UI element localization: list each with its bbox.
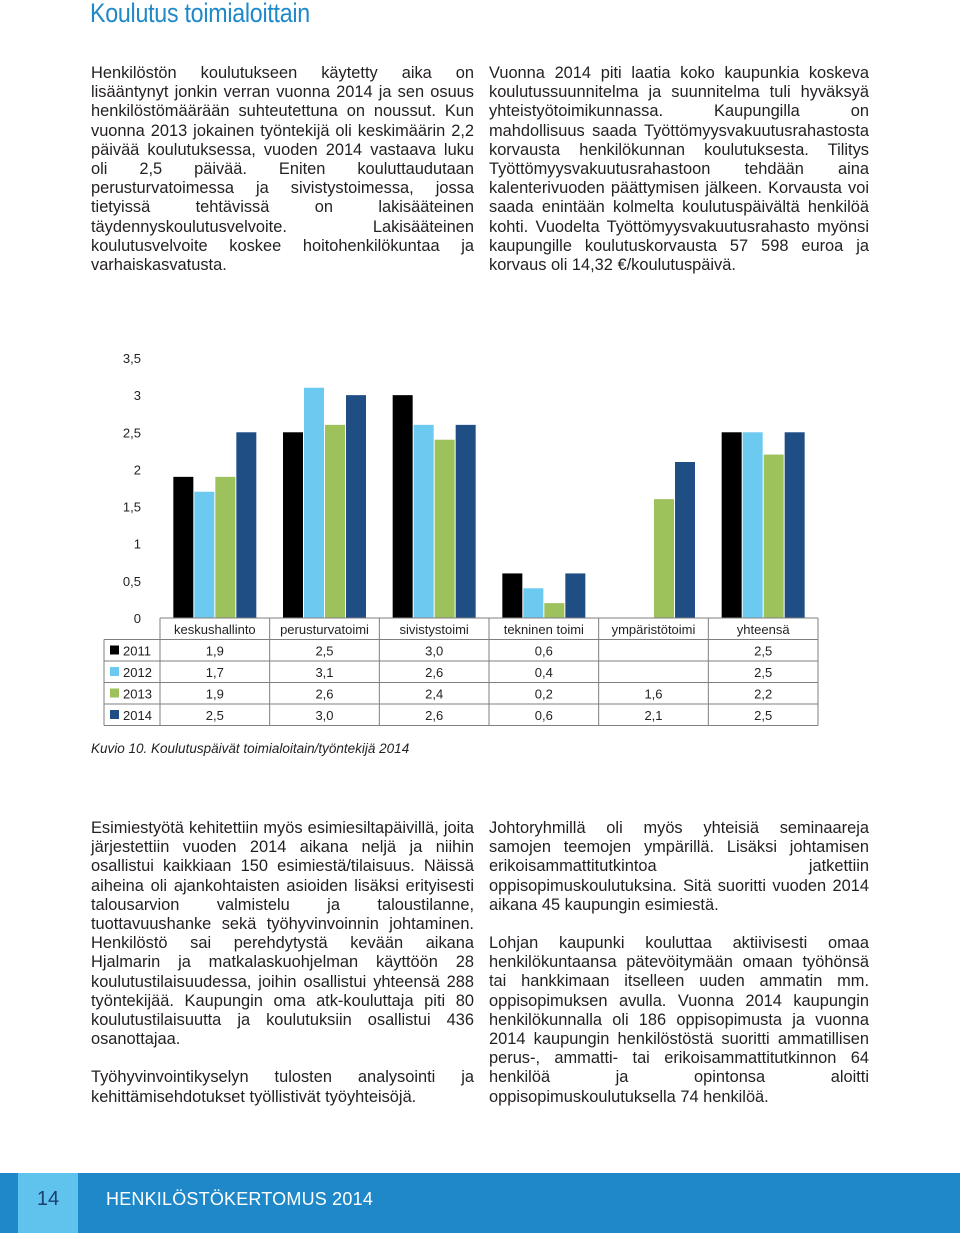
paragraph: Esimiestyötä kehitettiin myös esimiesiltapäivillä, joita järjestettiin vuoden 2014 aikana neljä ja niihin osallistui kaikkiaan 150 esimiestä/tilaisuus. Näissä aiheina oli ajankohtaisten asioiden lisäksi erityisesti talousarvion valmistelu ja taloustilanne, tuottavuushanke sekä työhyvinvoinnin johtaminen. Henkilöstö sai perehdytystä kevään aikana Hjalmarin ja matkalaskuohjelman käyttöön 28 koulutustilaisuudessa, joihin osallistui yhteensä 288 työntekijää. Kaupungin oma atk-kouluttaja piti 80 koulutustilaisuutta ja koulutuksiin osallistui 436 osanottajaa.	[91, 819, 474, 1049]
data-label: 2,5	[754, 708, 773, 723]
bar	[654, 499, 674, 618]
bar	[565, 573, 585, 618]
bar	[544, 603, 564, 618]
bar	[194, 492, 214, 618]
paragraph: Henkilöstön koulutukseen käytetty aika on lisääntynyt jonkin verran vuonna 2014 ja sen osuus henkilöstömäärään suhteutettuna on noussut. Kun vuonna 2013 jokainen työntekijä oli keskimäärin 2,2 päivää koulutuksessa, vuoden 2014 vastaava luku oli 2,5 päivää. Eniten kouluttaudutaan perusturvatoimessa ja sivistystoimessa, jossa tietyissä tehtävissä on lakisääteinen täydennyskoulutusvelvoite. Lakisääteinen koulutusvelvoite koskee hoitohenkilökuntaa ja varhaiskasvatusta.	[91, 64, 474, 275]
y-tick-label: 2,5	[122, 425, 141, 441]
data-label: 1,6	[644, 686, 663, 702]
page-title: Koulutus toimialoittain	[90, 0, 310, 28]
y-tick-label: 3	[133, 388, 141, 404]
data-label: 2,5	[754, 665, 773, 680]
data-label: 0,2	[534, 686, 553, 702]
y-tick-label: 1	[133, 536, 141, 552]
data-label: 3,0	[425, 643, 444, 659]
data-label: 2,4	[425, 686, 444, 702]
category-label: sivistystoimi	[399, 622, 469, 637]
bar	[675, 462, 695, 618]
category-label: keskushallinto	[174, 622, 256, 637]
data-label: 2,5	[205, 708, 224, 723]
category-label: yhteensä	[736, 622, 790, 637]
bar	[283, 432, 303, 618]
legend-swatch	[110, 689, 119, 698]
y-tick-label: 3,5	[122, 351, 141, 366]
data-label: 3,0	[315, 708, 334, 723]
y-tick-label: 2	[133, 462, 141, 478]
data-label: 2,5	[315, 643, 334, 659]
footer-title: HENKILÖSTÖKERTOMUS 2014	[106, 1189, 374, 1209]
bar	[215, 477, 235, 618]
bar	[722, 432, 742, 618]
y-tick-label: 1,5	[122, 499, 141, 515]
legend-swatch	[110, 667, 119, 676]
bar	[393, 395, 413, 618]
bar	[325, 425, 345, 618]
data-label: 2,6	[425, 708, 444, 723]
paragraph: Lohjan kaupunki kouluttaa aktiivisesti omaa henkilökuntaansa pätevöitymään omaan työhönsä tai hankkimaan itselleen uuden ammatin mm. oppisopimuksen avulla. Vuonna 2014 kaupungin henkilökunnalla oli 186 oppisopimusta ja vuonna 2014 kaupungin henkilöstöstä suoritti ammatillisen perus-, ammatti- tai erikoisammattitutkinnon 64 henkilöä ja opintonsa aloitti oppisopimuskoulutuksella 74 henkilöä.	[489, 934, 869, 1106]
data-label: 2,1	[644, 708, 663, 723]
paragraph: Työhyvinvointikyselyn tulosten analysointi ja kehittämisehdotukset työllistivät työyhteisöjä.	[91, 1068, 474, 1106]
data-label: 2,6	[315, 686, 334, 702]
data-label: 1,7	[205, 665, 224, 680]
data-label: 2,2	[754, 686, 773, 702]
legend-label: 2014	[123, 708, 152, 723]
data-label: 0,6	[534, 708, 553, 723]
data-label: 2,5	[754, 643, 773, 659]
legend-label: 2011	[123, 643, 151, 659]
category-label: perusturvatoimi	[280, 622, 369, 637]
bar	[173, 477, 193, 618]
legend-swatch	[110, 646, 119, 655]
paragraph: Johtoryhmillä oli myös yhteisiä seminaareja samojen teemojen ympärillä. Lisäksi johtamisen erikoisammattitutkintoa jatkettiin oppisopimuskoulutuksina. Sitä suoritti vuoden 2014 aikana 45 kaupungin esimiestä.	[489, 819, 869, 914]
bar	[346, 395, 366, 618]
data-label: 1,9	[205, 643, 224, 659]
data-label: 1,9	[205, 686, 224, 702]
category-label: tekninen toimi	[503, 622, 584, 637]
bar	[502, 573, 522, 618]
y-tick-label: 0,5	[122, 573, 141, 589]
bar	[304, 388, 324, 618]
body-text-right	[489, 819, 869, 1107]
bar	[435, 440, 455, 618]
legend-label: 2013	[123, 686, 152, 702]
legend-swatch	[110, 710, 119, 719]
y-tick-label: 0	[133, 611, 141, 626]
data-label: 0,4	[534, 665, 553, 680]
bar	[764, 455, 784, 618]
bar	[456, 425, 476, 618]
bar	[785, 432, 805, 618]
bar	[523, 588, 543, 618]
body-text-left	[91, 819, 474, 1107]
paragraph: Vuonna 2014 piti laatia koko kaupunkia koskeva koulutussuunnitelma ja suunnitelma tuli hyväksyä yhteistyötoimikunnassa. Kaupungilla on mahdollisuus saada Työttömyysvakuutusrahastosta korvausta henkilökunnan koulutuksesta. Tilitys Työttömyysvakuutusrahastoon tehdään aina kalenterivuoden päättymisen jälkeen. Korvausta voi saada enintään kolmelta koulutuspäivältä henkilöä kohti. Vuodelta Työttömyysvakuutusrahasto myönsi kaupungille koulutuskorvausta 57 598 euroa ja korvaus oli 14,32 €/koulutuspäivä.	[489, 64, 869, 275]
bar	[414, 425, 434, 618]
page-number: 14	[36, 1188, 60, 1210]
bar	[236, 432, 256, 618]
category-label: ympäristötoimi	[611, 622, 696, 637]
bar	[743, 432, 763, 618]
data-label: 0,6	[534, 643, 553, 659]
data-label: 2,6	[425, 665, 444, 680]
data-label: 3,1	[315, 665, 334, 680]
legend-label: 2012	[123, 665, 152, 680]
figure-caption: Kuvio 10. Koulutuspäivät toimialoitain/työntekijä 2014	[91, 741, 410, 756]
